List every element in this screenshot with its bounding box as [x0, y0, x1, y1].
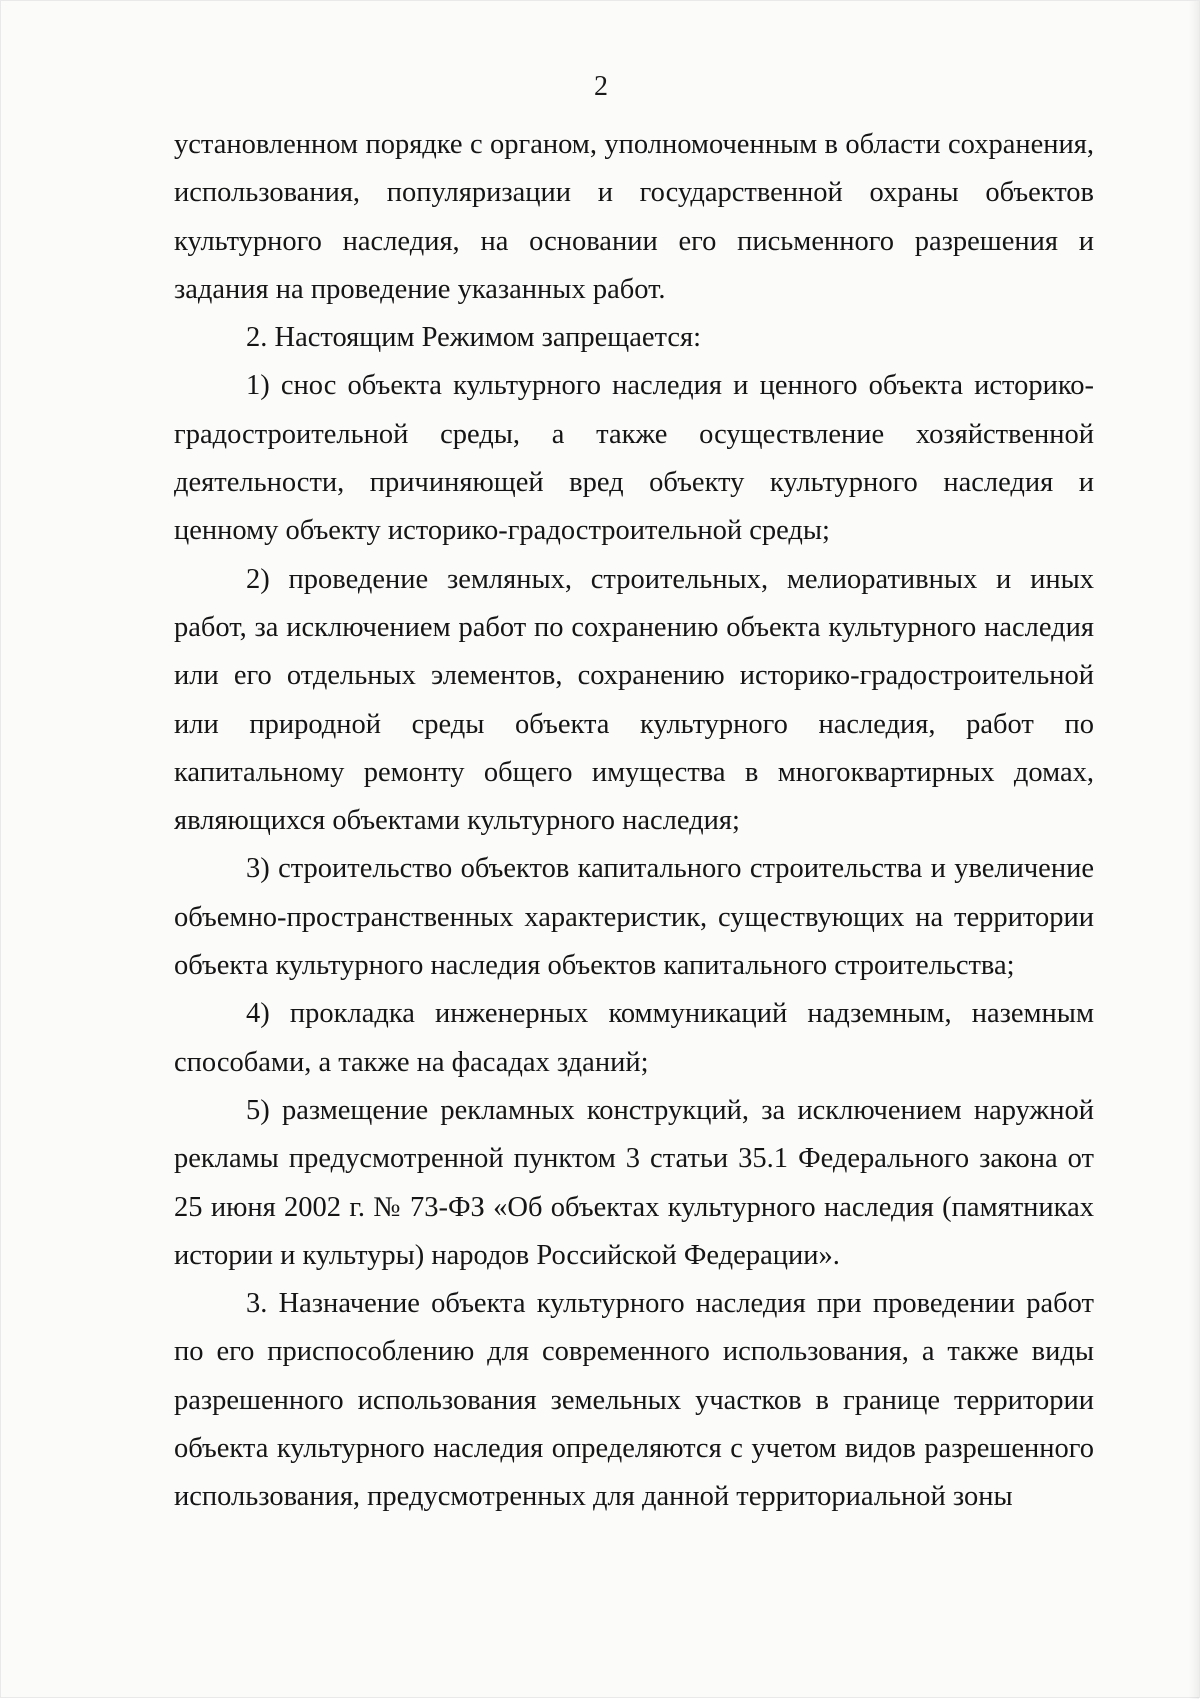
document-body	[174, 121, 1094, 1522]
page-number: 2	[594, 71, 608, 102]
paragraph-item-3: 3) строительство объектов капитального строительства и увеличение объемно-пространственных характеристик, существующих на территории объекта культурного наследия объектов капитального строительства;	[174, 853, 1094, 982]
paragraph-section-3: 3. Назначение объекта культурного наследия при проведении работ по его приспособлению для современного использования, а также виды разрешенного использования земельных участков в границе территории объекта культурного наследия определяются с учетом видов разрешенного использования, предусмотренных для данной территориальной зоны	[174, 1288, 1094, 1513]
paragraph-section-2: 2. Настоящим Режимом запрещается:	[246, 322, 702, 354]
paragraph-continuation: установленном порядке с органом, уполномоченным в области сохранения, использования, популяризации и государственной охраны объектов культурного наследия, на основании его письменного разрешения и задания на проведение указанных работ.	[174, 129, 1094, 305]
paragraph-item-4: 4) прокладка инженерных коммуникаций надземным, наземным способами, а также на фасадах зданий;	[174, 998, 1094, 1078]
paragraph-item-2: 2) проведение земляных, строительных, мелиоративных и иных работ, за исключением работ по сохранению объекта культурного наследия или его отдельных элементов, сохранению историко-градостроительной или природной среды объекта культурного наследия, работ по капитальному ремонту общего имущества в многоквартирных домах, являющихся объектами культурного наследия;	[174, 563, 1094, 837]
paragraph-item-1: 1) снос объекта культурного наследия и ценного объекта историко-градостроительной среды, а также осуществление хозяйственной деятельности, причиняющей вред объекту культурного наследия и ценному объекту историко-градостроительной среды;	[174, 370, 1094, 547]
paragraph-item-5: 5) размещение рекламных конструкций, за исключением наружной рекламы предусмотренной пунктом 3 статьи 35.1 Федерального закона от 25 июня 2002 г. № 73-ФЗ «Об объектах культурного наследия (памятниках истории и культуры) народов Российской Федерации».	[174, 1094, 1094, 1271]
scan-edge-shadow	[1189, 1, 1199, 1699]
